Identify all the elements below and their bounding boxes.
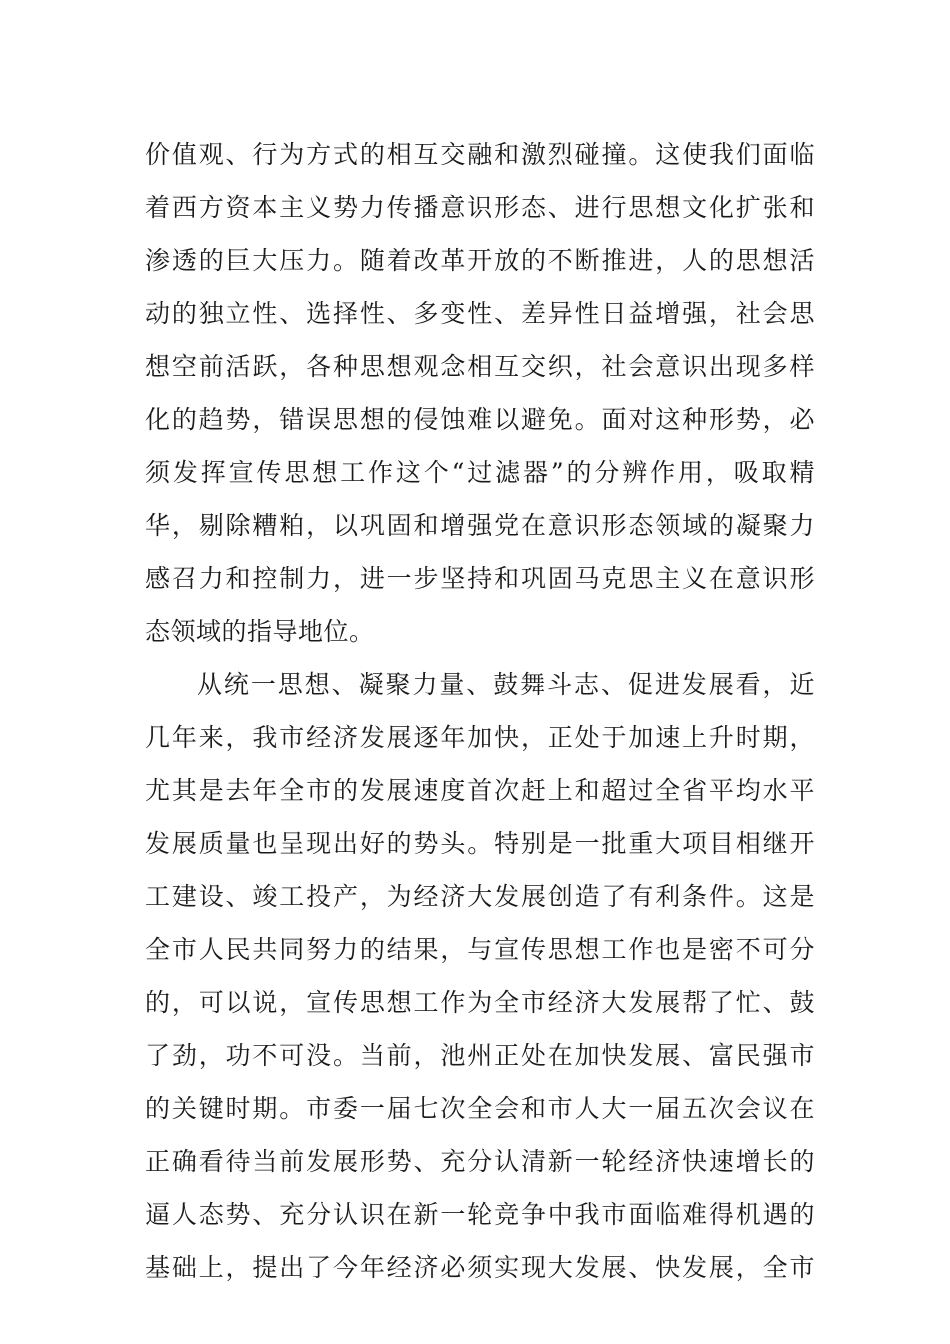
- text-line: 了劲，功不可没。当前，池州正处在加快发展、富民强市: [145, 1041, 815, 1070]
- text-line: 态领域的指导地位。: [145, 617, 375, 646]
- body-text: [145, 128, 815, 1294]
- text-line: 工建设、竣工投产，为经济大发展创造了有利条件。这是: [145, 882, 815, 911]
- text-line: 基础上，提出了今年经济必须实现大发展、快发展，全市: [145, 1253, 815, 1282]
- text-line: 感召力和控制力，进一步坚持和巩固马克思主义在意识形: [145, 564, 815, 593]
- text-line: 逼人态势、充分认识在新一轮竞争中我市面临难得机遇的: [145, 1200, 815, 1229]
- text-line: 全市人民共同努力的结果，与宣传思想工作也是密不可分: [145, 935, 815, 964]
- text-line: 发展质量也呈现出好的势头。特别是一批重大项目相继开: [145, 829, 815, 858]
- text-line: 化的趋势，错误思想的侵蚀难以避免。面对这种形势，必: [145, 405, 815, 434]
- text-line: 渗透的巨大压力。随着改革开放的不断推进，人的思想活: [145, 246, 815, 275]
- text-line: 尤其是去年全市的发展速度首次赶上和超过全省平均水平: [145, 776, 815, 805]
- text-line: 的，可以说，宣传思想工作为全市经济大发展帮了忙、鼓: [145, 988, 815, 1017]
- text-line: 正确看待当前发展形势、充分认清新一轮经济快速增长的: [145, 1147, 815, 1176]
- text-line: 的关键时期。市委一届七次全会和市人大一届五次会议在: [145, 1094, 815, 1123]
- text-line: 动的独立性、选择性、多变性、差异性日益增强，社会思: [145, 299, 815, 328]
- text-line: 须发挥宣传思想工作这个“过滤器”的分辨作用，吸取精: [145, 458, 815, 487]
- text-line: 价值观、行为方式的相互交融和激烈碰撞。这使我们面临: [145, 140, 815, 169]
- text-line: 几年来，我市经济发展逐年加快，正处于加速上升时期，: [145, 723, 815, 752]
- text-line: 想空前活跃，各种思想观念相互交织，社会意识出现多样: [145, 352, 815, 381]
- paragraph-first-line: 从统一思想、凝聚力量、鼓舞斗志、促进发展看，近: [197, 670, 815, 699]
- text-line: 华，剔除糟粕，以巩固和增强党在意识形态领域的凝聚力: [145, 511, 815, 540]
- text-line: 着西方资本主义势力传播意识形态、进行思想文化扩张和: [145, 193, 815, 222]
